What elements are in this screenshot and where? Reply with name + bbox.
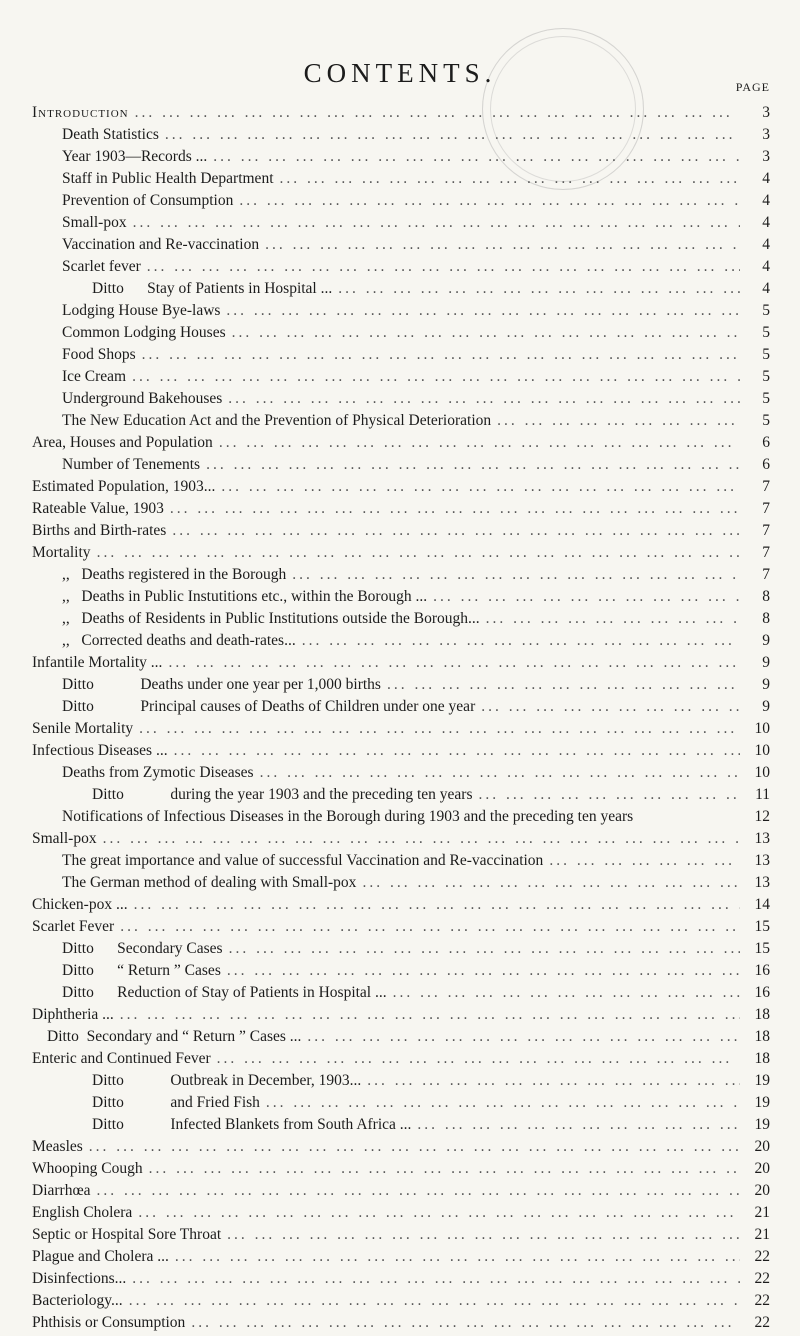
leader-dots (497, 412, 740, 430)
entry-title: Scarlet fever (62, 258, 141, 275)
entry-title: Introduction (32, 104, 129, 121)
entry-title: Ditto Principal causes of Deaths of Children under one year (62, 698, 476, 715)
leader-dots (227, 1226, 740, 1244)
leader-dots (266, 1094, 740, 1112)
contents-entry (62, 390, 770, 412)
leader-dots (191, 1314, 740, 1332)
contents-entry (32, 434, 770, 456)
entry-page-number: 4 (762, 170, 770, 187)
contents-entry (32, 918, 770, 940)
leader-dots (174, 742, 740, 760)
entry-page-number: 13 (754, 830, 770, 847)
leader-dots (175, 1248, 740, 1266)
contents-entry (62, 962, 770, 984)
contents-entry (62, 698, 770, 720)
contents-entry (32, 720, 770, 742)
entry-page-number: 10 (754, 764, 770, 781)
entry-title: Measles (32, 1138, 83, 1155)
leader-dots (165, 126, 740, 144)
contents-entry (32, 1314, 770, 1336)
contents-entry (62, 808, 770, 830)
leader-dots (133, 214, 740, 232)
contents-entry (32, 544, 770, 566)
leader-dots (103, 830, 740, 848)
entry-page-number: 4 (762, 214, 770, 231)
entry-title: Senile Mortality (32, 720, 134, 737)
entry-title: Notifications of Infectious Diseases in the Borough during 1903 and the preceding ten years (62, 808, 634, 825)
entry-title: Ditto Infected Blankets from South Africa ... (92, 1116, 412, 1133)
entry-title: ,, Corrected deaths and death-rates... (62, 632, 296, 649)
entry-title: Ditto Secondary and “ Return ” Cases ... (47, 1028, 302, 1045)
leader-dots (362, 874, 740, 892)
entry-title: The great importance and value of successful Vaccination and Re-vaccination (62, 852, 544, 869)
entry-title: Ditto during the year 1903 and the preceding ten years (92, 786, 473, 803)
entry-title: Births and Birth-rates (32, 522, 167, 539)
entry-page-number: 5 (762, 302, 770, 319)
leader-dots (217, 1050, 740, 1068)
contents-entry (62, 170, 770, 192)
entry-page-number: 5 (762, 412, 770, 429)
contents-entry (62, 940, 770, 962)
entry-page-number: 20 (754, 1182, 770, 1199)
entry-page-number: 22 (754, 1314, 770, 1331)
entry-title: ,, Deaths of Residents in Public Institutions outside the Borough... (62, 610, 480, 627)
contents-entry (32, 1248, 770, 1270)
entry-page-number: 18 (754, 1006, 770, 1023)
leader-dots (226, 302, 740, 320)
contents-entry (32, 1050, 770, 1072)
entry-title: Mortality (32, 544, 91, 561)
entry-page-number: 22 (754, 1270, 770, 1287)
entry-page-number: 5 (762, 346, 770, 363)
entry-title: Enteric and Continued Fever (32, 1050, 211, 1067)
entry-title: Ice Cream (62, 368, 127, 385)
leader-dots (228, 390, 740, 408)
entry-page-number: 6 (762, 456, 770, 473)
contents-entry (62, 368, 770, 390)
leader-dots (338, 280, 740, 298)
leader-dots (97, 1182, 740, 1200)
entry-title: Vaccination and Re-vaccination (62, 236, 260, 253)
entry-page-number: 21 (754, 1226, 770, 1243)
entry-title: Ditto Outbreak in December, 1903... (92, 1072, 362, 1089)
entry-title: Deaths from Zymotic Diseases (62, 764, 254, 781)
leader-dots (549, 852, 740, 870)
entry-title: Diphtheria ... (32, 1006, 114, 1023)
entry-title: Bacteriology... (32, 1292, 123, 1309)
contents-entry (32, 104, 770, 126)
entry-title: Prevention of Consumption (62, 192, 234, 209)
contents-entry (62, 302, 770, 324)
leader-dots (229, 940, 740, 958)
entry-title: Lodging House Bye-laws (62, 302, 221, 319)
entry-page-number: 9 (762, 676, 770, 693)
entry-page-number: 9 (762, 632, 770, 649)
contents-entry (92, 1116, 770, 1138)
contents-entry (92, 1072, 770, 1094)
entry-page-number: 13 (754, 874, 770, 891)
contents-entry (47, 1028, 770, 1050)
contents-entry (62, 412, 770, 434)
entry-page-number: 16 (754, 962, 770, 979)
leader-dots (227, 962, 740, 980)
leader-dots (213, 148, 740, 166)
leader-dots (120, 918, 740, 936)
contents-entry (32, 896, 770, 918)
entry-title: Scarlet Fever (32, 918, 115, 935)
leader-dots (239, 192, 740, 210)
entry-title: Plague and Cholera ... (32, 1248, 169, 1265)
entry-page-number: 18 (754, 1050, 770, 1067)
entry-page-number: 7 (762, 566, 770, 583)
entry-page-number: 22 (754, 1248, 770, 1265)
entry-title: Common Lodging Houses (62, 324, 226, 341)
entry-page-number: 3 (762, 126, 770, 143)
leader-dots (260, 764, 740, 782)
entry-title: English Cholera (32, 1204, 133, 1221)
leader-dots (232, 324, 740, 342)
entry-page-number: 6 (762, 434, 770, 451)
entry-page-number: 16 (754, 984, 770, 1001)
contents-entry (32, 1204, 770, 1226)
leader-dots (170, 500, 740, 518)
leader-dots (292, 566, 740, 584)
entry-title: Phthisis or Consumption (32, 1314, 186, 1331)
entry-title: Chicken-pox ... (32, 896, 128, 913)
entry-page-number: 8 (762, 610, 770, 627)
contents-entry (62, 258, 770, 280)
entry-title: Ditto Reduction of Stay of Patients in Hospital ... (62, 984, 387, 1001)
entry-page-number: 13 (754, 852, 770, 869)
entry-page-number: 4 (762, 258, 770, 275)
leader-dots (129, 1292, 740, 1310)
leader-dots (479, 786, 741, 804)
leader-dots (387, 676, 740, 694)
leader-dots (206, 456, 740, 474)
entry-page-number: 4 (762, 192, 770, 209)
leader-dots (307, 1028, 740, 1046)
leader-dots (481, 698, 740, 716)
entry-title: Whooping Cough (32, 1160, 143, 1177)
entry-page-number: 12 (754, 808, 770, 825)
entry-title: Small-pox (32, 830, 97, 847)
contents-entry (62, 764, 770, 786)
leader-dots (280, 170, 741, 188)
contents-entry (62, 214, 770, 236)
entry-title: Food Shops (62, 346, 136, 363)
contents-entry (92, 1094, 770, 1116)
leader-dots (302, 632, 740, 650)
leader-dots (142, 346, 740, 364)
leader-dots (147, 258, 740, 276)
entry-page-number: 22 (754, 1292, 770, 1309)
entry-page-number: 7 (762, 522, 770, 539)
entry-title: The New Education Act and the Prevention of Physical Deterioration (62, 412, 492, 429)
entry-title: ,, Deaths in Public Instutitions etc., within the Borough ... (62, 588, 428, 605)
entry-page-number: 5 (762, 368, 770, 385)
entry-page-number: 20 (754, 1160, 770, 1177)
contents-entry (62, 632, 770, 654)
contents-entry (32, 478, 770, 500)
leader-dots (132, 1270, 740, 1288)
leader-dots (172, 522, 740, 540)
contents-entry (32, 1292, 770, 1314)
leader-dots (433, 588, 740, 606)
entry-title: Septic or Hospital Sore Throat (32, 1226, 222, 1243)
leader-dots (168, 654, 740, 672)
contents-entry (62, 192, 770, 214)
entry-page-number: 8 (762, 588, 770, 605)
entry-page-number: 4 (762, 280, 770, 297)
entry-page-number: 10 (754, 720, 770, 737)
entry-title: Small-pox (62, 214, 127, 231)
leader-dots (89, 1138, 740, 1156)
entry-page-number: 9 (762, 654, 770, 671)
contents-entry (62, 346, 770, 368)
contents-entry (92, 786, 770, 808)
entry-title: Estimated Population, 1903... (32, 478, 216, 495)
contents-entry (32, 1226, 770, 1248)
entry-title: Diarrhœa (32, 1182, 91, 1199)
contents-entry (62, 148, 770, 170)
contents-entry (62, 852, 770, 874)
contents-entry (32, 654, 770, 676)
entry-title: Death Statistics (62, 126, 159, 143)
leader-dots (120, 1006, 740, 1024)
leader-dots (417, 1116, 740, 1134)
entry-page-number: 11 (755, 786, 770, 803)
entry-page-number: 21 (754, 1204, 770, 1221)
leader-dots (367, 1072, 740, 1090)
entry-page-number: 7 (762, 544, 770, 561)
entry-page-number: 5 (762, 324, 770, 341)
entry-title: Year 1903—Records ... (62, 148, 208, 165)
leader-dots (219, 434, 740, 452)
entry-title: Rateable Value, 1903 (32, 500, 164, 517)
entry-title: ,, Deaths registered in the Borough (62, 566, 287, 583)
entry-title: Number of Tenements (62, 456, 201, 473)
contents-entry (32, 1160, 770, 1182)
contents-entry (62, 588, 770, 610)
entry-page-number: 10 (754, 742, 770, 759)
contents-entry (32, 522, 770, 544)
entry-page-number: 4 (762, 236, 770, 253)
entry-title: Ditto Stay of Patients in Hospital ... (92, 280, 333, 297)
entry-page-number: 3 (762, 104, 770, 121)
entry-page-number: 18 (754, 1028, 770, 1045)
entry-title: Area, Houses and Population (32, 434, 213, 451)
entry-title: Disinfections... (32, 1270, 127, 1287)
contents-entry (32, 1138, 770, 1160)
entry-page-number: 7 (762, 478, 770, 495)
leader-dots (265, 236, 740, 254)
leader-dots (221, 478, 740, 496)
entry-title: Ditto Deaths under one year per 1,000 births (62, 676, 381, 693)
leader-dots (132, 368, 740, 386)
leader-dots (97, 544, 740, 562)
entry-title: Underground Bakehouses (62, 390, 223, 407)
contents-entry (32, 1270, 770, 1292)
leader-dots (149, 1160, 740, 1178)
contents-entry (32, 742, 770, 764)
contents-entry (62, 566, 770, 588)
contents-entry (92, 280, 770, 302)
entry-page-number: 20 (754, 1138, 770, 1155)
entry-page-number: 19 (754, 1094, 770, 1111)
entry-title: Ditto “ Return ” Cases (62, 962, 221, 979)
contents-entry (32, 500, 770, 522)
entry-page-number: 7 (762, 500, 770, 517)
entry-title: Infantile Mortality ... (32, 654, 163, 671)
contents-entry (62, 236, 770, 258)
leader-dots (134, 896, 740, 914)
page-column-header: PAGE (735, 80, 770, 94)
entry-page-number: 14 (754, 896, 770, 913)
contents-entry (32, 1006, 770, 1028)
page-title: CONTENTS. (303, 58, 497, 88)
leader-dots (135, 104, 740, 122)
entry-page-number: 3 (762, 148, 770, 165)
leader-dots (139, 720, 740, 738)
contents-entry (62, 610, 770, 632)
leader-dots (138, 1204, 740, 1222)
entry-page-number: 15 (754, 940, 770, 957)
contents-entry (32, 1182, 770, 1204)
leader-dots (393, 984, 740, 1002)
entry-page-number: 19 (754, 1072, 770, 1089)
entry-page-number: 5 (762, 390, 770, 407)
entry-title: The German method of dealing with Small-pox (62, 874, 357, 891)
contents-entry (62, 126, 770, 148)
contents-entry (62, 676, 770, 698)
contents-entry (32, 830, 770, 852)
entry-page-number: 15 (754, 918, 770, 935)
contents-entry (62, 984, 770, 1006)
entry-title: Infectious Diseases ... (32, 742, 168, 759)
contents-entry (62, 874, 770, 896)
entry-page-number: 9 (762, 698, 770, 715)
entry-title: Ditto and Fried Fish (92, 1094, 260, 1111)
contents-entry (62, 456, 770, 478)
leader-dots (486, 610, 740, 628)
entry-title: Ditto Secondary Cases (62, 940, 223, 957)
entry-title: Staff in Public Health Department (62, 170, 274, 187)
contents-entry (62, 324, 770, 346)
entry-page-number: 19 (754, 1116, 770, 1133)
